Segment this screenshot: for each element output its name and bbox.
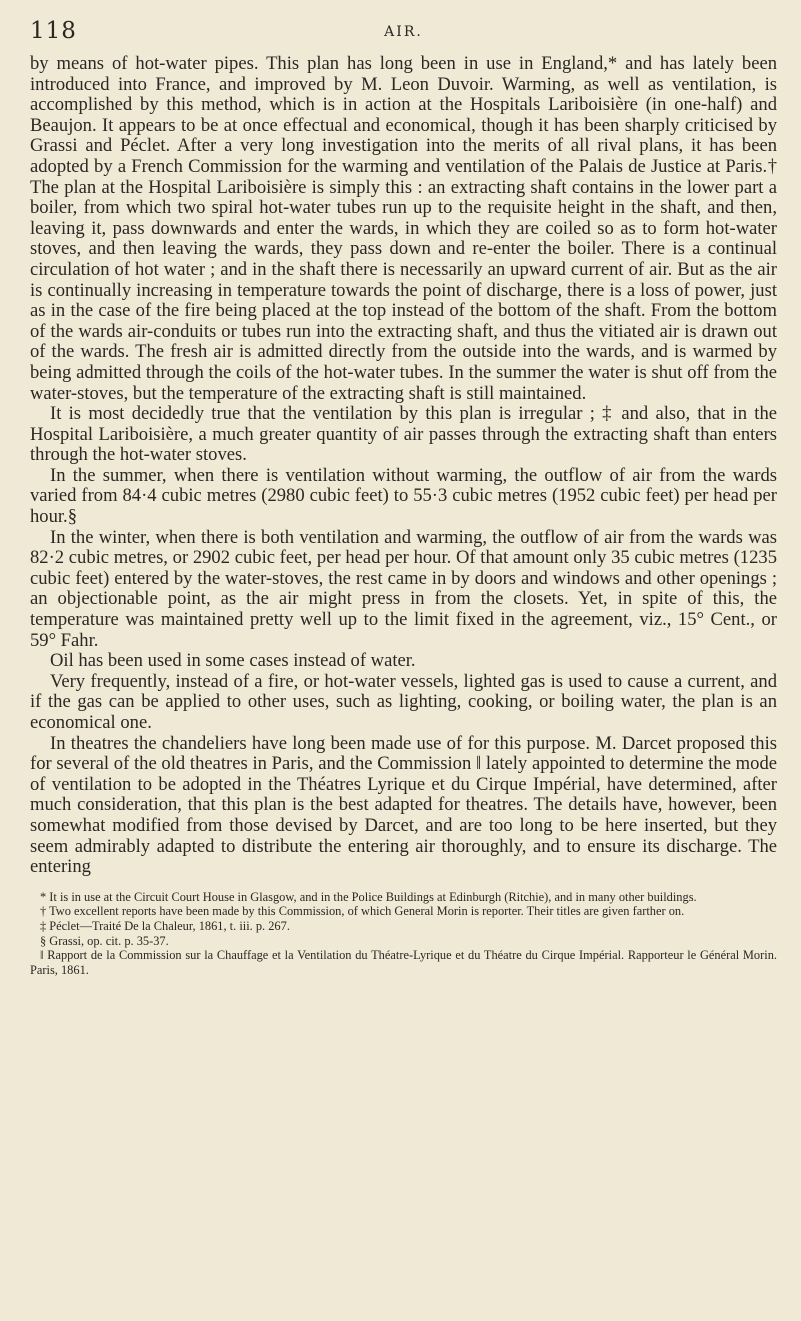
page-number: 118 <box>30 18 77 44</box>
paragraph: In the winter, when there is both ventilation and warming, the outflow of air from the wards was 82·2 cubic metres, or 2902 cubic feet, per head per hour. Of that amount only 35 cubic metres (1235 cubic feet) entered by the water-stoves, the rest came in by doors and windows and other openings ; an objectionable point, as the air might press in from the closets. Yet, in spite of this, the temperature was maintained pretty well up to the limit fixed in the agreement, viz., 15° Cent., or 59° Fahr. <box>30 526 777 651</box>
paragraph: In the summer, when there is ventilation without warming, the outflow of air from the wards varied from 84·4 cubic metres (2980 cubic feet) to 55·3 cubic metres (1952 cubic feet) per head per hour.§ <box>30 464 777 528</box>
footnote: ‖ Rapport de la Commission sur la Chauffage et la Ventilation du Théatre-Lyrique et du Théatre du Cirque Impérial. Rapporteur le Général Morin. Paris, 1861. <box>30 948 777 977</box>
paragraph: It is most decidedly true that the ventilation by this plan is irregular ; ‡ and also, that in the Hospital Lariboisière, a much greater quantity of air passes through the extracting shaft than enters through the hot-water stoves. <box>30 403 777 466</box>
footnotes <box>30 890 777 978</box>
footnote: * It is in use at the Circuit Court House in Glasgow, and in the Police Buildings at Edinburgh (Ritchie), and in many other buildings. <box>40 889 697 904</box>
footnote: † Two excellent reports have been made by this Commission, of which General Morin is reporter. Their titles are given farther on. <box>40 904 685 919</box>
paragraph: by means of hot-water pipes. This plan has long been in use in England,* and has lately been introduced into France, and improved by M. Leon Duvoir. Warming, as well as ventilation, is accomplished by this method, which is in action at the Hospitals Lariboisière (in one-half) and Beaujon. It appears to be at once effectual and economical, though it has been sharply criticised by Grassi and Péclet. After a very long investigation into the merits of all rival plans, it has been adopted by a French Commission for the warming and ventilation of the Palais de Justice at Paris.† The plan at the Hospital Lariboisière is simply this : an extracting shaft contains in the lower part a boiler, from which two spiral hot-water tubes run up to the requisite height in the shaft, and then, leaving it, pass downwards and enter the wards, in which they are coiled so as to form hot-water stoves, and then leaving the wards, they pass down and re-enter the boiler. There is a continual circulation of hot water ; and in the shaft there is necessarily an upward current of air. But as the air is continually increasing in temperature towards the point of discharge, there is a loss of power, just as in the case of the fire being placed at the top instead of the bottom of the shaft. From the bottom of the wards air-conduits or tubes run into the extracting shaft, and thus the vitiated air is drawn out of the wards. The fresh air is admitted directly from the outside into the wards, and is warmed by being admitted through the coils of the hot-water tubes. In the summer the water is shut off from the water-stoves, but the temperature of the extracting shaft is still maintained. <box>30 53 777 404</box>
footnote: ‡ Péclet—Traité De la Chaleur, 1861, t. iii. p. 267. <box>40 918 290 933</box>
page-header <box>30 18 777 54</box>
running-head: AIR. <box>384 24 423 40</box>
paragraph: In theatres the chandeliers have long been made use of for this purpose. M. Darcet proposed this for several of the old theatres in Paris, and the Commission ‖ lately appointed to determine the mode of ventilation to be adopted in the Théatres Lyrique et du Cirque Impérial, have determined, after much consideration, that this plan is the best adapted for theatres. The details have, however, been somewhat modified from those devised by Darcet, and are too long to be here inserted, but they seem admirably adapted to distribute the entering air thoroughly, and to ensure its discharge. The entering <box>30 732 777 878</box>
paragraph: Very frequently, instead of a fire, or hot-water vessels, lighted gas is used to cause a current, and if the gas can be applied to other uses, such as lighting, cooking, or boiling water, the plan is an economical one. <box>30 670 777 733</box>
paragraph: Oil has been used in some cases instead of water. <box>50 650 416 672</box>
footnote: § Grassi, op. cit. p. 35-37. <box>40 933 169 948</box>
body-text <box>30 54 777 878</box>
